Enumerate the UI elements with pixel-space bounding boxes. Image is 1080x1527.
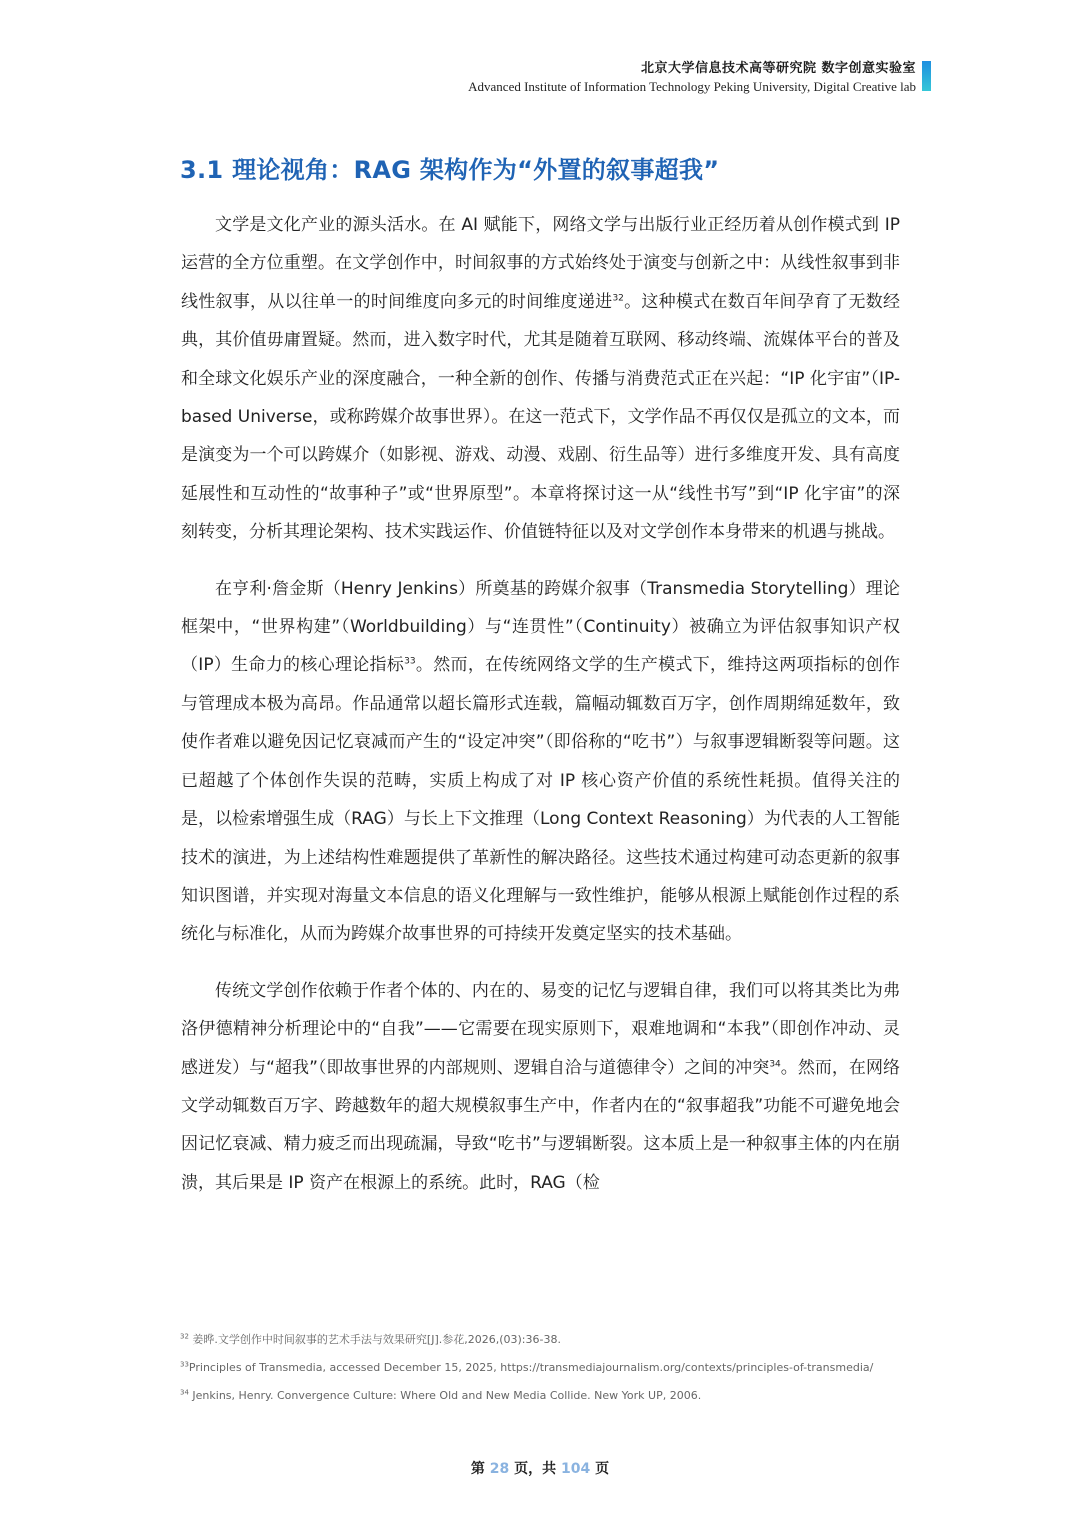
footnote: $^{32}$ 姜晔.文学创作中时间叙事的艺术手法与效果研究[J].参花,2026,(03):36-38. — [180, 1332, 561, 1346]
current-page: 28 — [489, 1461, 510, 1477]
total-pages: 104 — [561, 1461, 591, 1477]
footnote: $^{33}$Principles of Transmedia, accessed December 15, 2025, https://transmediajournalism.org/contexts/principles-of-transmedia/ — [180, 1360, 874, 1374]
header-accent-bar — [922, 61, 931, 91]
page-number: 第 28 页，共 104 页 — [470, 1461, 610, 1477]
paragraph: 文学是文化产业的源头活水。在 AI 赋能下，网络文学与出版行业正经历着从创作模式到 IP 运营的全方位重塑。在文学创作中，时间叙事的方式始终处于演变与创新之中：从线性叙事到非线性叙事，从以往单一的时间维度向多元的时间维度递进$^{32}$。这种模式在数百年间孕育了无数经典，其价值毋庸置疑。然而，进入数字时代，尤其是随着互联网、移动终端、流媒体平台的普及和全球文化娱乐产业的深度融合，一种全新的创作、传播与消费范式正在兴起：“IP 化宇宙”（IP-based Universe，或称跨媒介故事世界）。在这一范式下，文学作品不再仅仅是孤立的文本，而是演变为一个可以跨媒介（如影视、游戏、动漫、戏剧、衍生品等）进行多维度开发、具有高度延展性和互动性的“故事种子”或“世界原型”。本章将探讨这一从“线性书写”到“IP 化宇宙”的深刻转变，分析其理论架构、技术实践运作、价值链特征以及对文学创作本身带来的机遇与挑战。 — [181, 215, 901, 543]
footnotes — [180, 1326, 920, 1410]
paragraph: 传统文学创作依赖于作者个体的、内在的、易变的记忆与逻辑自律，我们可以将其类比为弗洛伊德精神分析理论中的“自我”——它需要在现实原则下，艰难地调和“本我”（即创作冲动、灵感迸发）与“超我”（即故事世界的内部规则、逻辑自洽与道德律令）之间的冲突$^{34}$。然而，在网络文学动辄数百万字、跨越数年的超大规模叙事生产中，作者内在的“叙事超我”功能不可避免地会因记忆衰减、精力疲乏而出现疏漏，导致“吃书”与逻辑断裂。这本质上是一种叙事主体的内在崩溃，其后果是 IP 资产在根源上的系统。此时，RAG（检 — [181, 980, 900, 1193]
institute-name-cn: 北京大学信息技术高等研究院 数字创意实验室 — [640, 61, 916, 76]
footnote-ref[interactable]: 34 — [769, 1058, 781, 1069]
footnote: $^{34}$ Jenkins, Henry. Convergence Culture: Where Old and New Media Collide. New York UP, 2006. — [180, 1388, 702, 1402]
page-header — [468, 60, 916, 96]
body-text — [181, 206, 900, 1202]
section-title: 3.1 理论视角：RAG 架构作为“外置的叙事超我” — [180, 156, 720, 184]
footnote-ref[interactable]: 33 — [404, 656, 416, 667]
paragraph: 在亨利·詹金斯（Henry Jenkins）所奠基的跨媒介叙事（Transmedia Storytelling）理论框架中，“世界构建”（Worldbuilding）与“连贯性”（Continuity）被确立为评估叙事知识产权（IP）生命力的核心理论指标$^{33}$。然而，在传统网络文学的生产模式下，维持这两项指标的创作与管理成本极为高昂。作品通常以超长篇形式连载，篇幅动辄数百万字，创作周期绵延数年，致使作者难以避免因记忆衰减而产生的“设定冲突”（即俗称的“吃书”）与叙事逻辑断裂等问题。这已超越了个体创作失误的范畴，实质上构成了对 IP 核心资产价值的系统性耗损。值得关注的是，以检索增强生成（RAG）与长上下文推理（Long Context Reasoning）为代表的人工智能技术的演进，为上述结构性难题提供了革新性的解决路径。这些技术通过构建可动态更新的叙事知识图谱，并实现对海量文本信息的语义化理解与一致性维护，能够从根源上赋能创作过程的系统化与标准化，从而为跨媒介故事世界的可持续开发奠定坚实的技术基础。 — [181, 578, 901, 945]
footnote-ref[interactable]: 32 — [612, 293, 624, 304]
institute-name-en: Advanced Institute of Information Technology Peking University, Digital Creative lab — [468, 79, 916, 94]
